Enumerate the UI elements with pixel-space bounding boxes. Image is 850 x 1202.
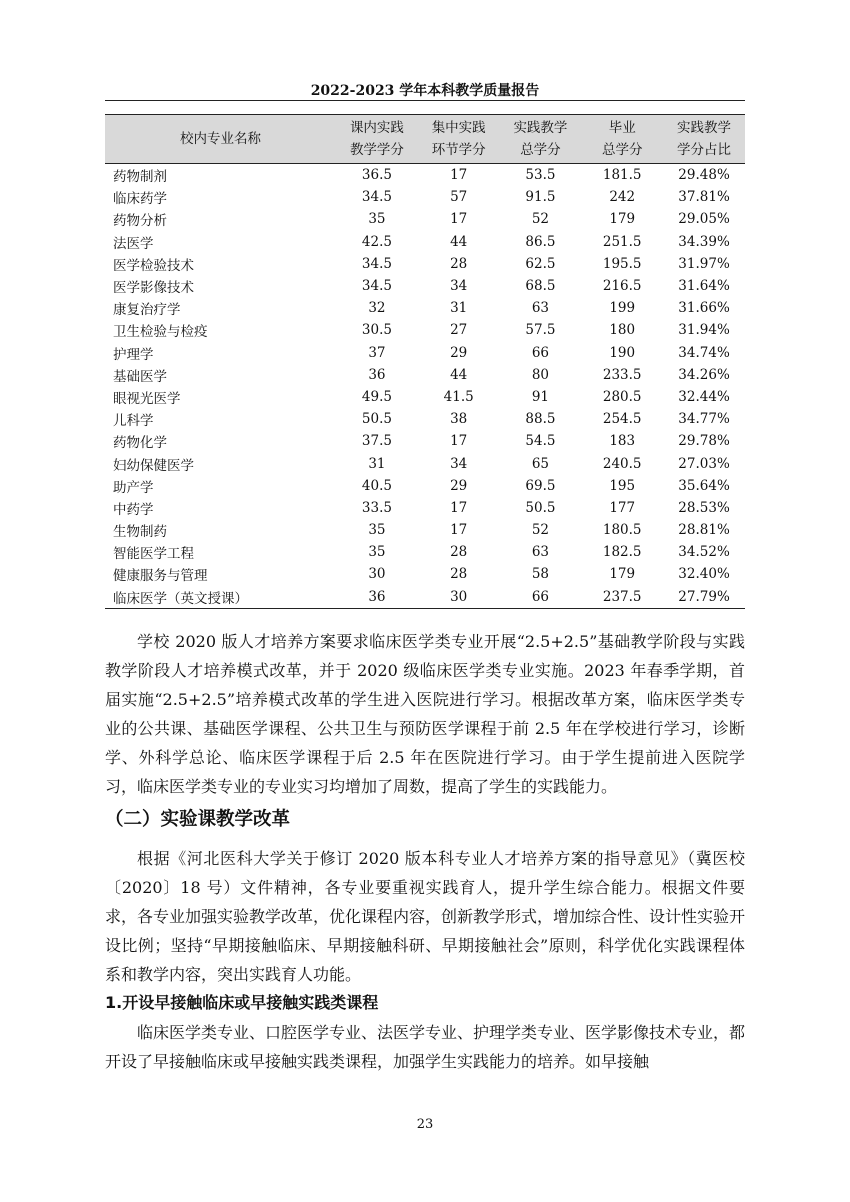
value-cell: 44 bbox=[450, 366, 468, 383]
value-cell: 180.5 bbox=[602, 522, 642, 539]
paragraph-early-contact: 临床医学类专业、口腔医学专业、法医学专业、护理学类专业、医学影像技术专业，都开设了早接触临床或早接触实践类课程，加强学生实践能力的培养。如早接触 bbox=[105, 1023, 746, 1071]
value-cell: 199 bbox=[609, 300, 636, 317]
major-name-cell: 眼视光医学 bbox=[113, 390, 181, 407]
value-cell: 31.94% bbox=[678, 322, 730, 339]
table-row bbox=[105, 430, 745, 452]
value-cell: 17 bbox=[450, 499, 468, 516]
column-header-line: 实践教学 bbox=[677, 120, 732, 136]
value-cell: 86.5 bbox=[525, 233, 556, 250]
value-cell: 34 bbox=[450, 455, 468, 472]
value-cell: 58 bbox=[531, 566, 550, 583]
value-cell: 35.64% bbox=[678, 477, 730, 494]
value-cell: 91.5 bbox=[525, 189, 556, 206]
table-row bbox=[105, 208, 745, 230]
column-header bbox=[663, 115, 745, 164]
column-header-line: 教学学分 bbox=[349, 142, 404, 158]
value-cell: 180 bbox=[609, 322, 636, 339]
major-name-cell: 中药学 bbox=[113, 501, 154, 518]
table-row bbox=[105, 475, 745, 497]
table-row bbox=[105, 319, 745, 341]
table-row bbox=[105, 342, 745, 364]
table-row bbox=[105, 253, 745, 275]
paragraph-lab-reform: 根据《河北医科大学关于修订 2020 版本科专业人才培养方案的指导意见》（冀医校〔2020〕18 号）文件精神，各专业要重视实践育人，提升学生综合能力。根据文件要求，各专业加强实验教学改革，优化课程内容，创新教学形式，增加综合性、设计性实验开设比例；坚持“早期接触临床、早期接触科研、早期接触社会”原则，科学优化实践课程体系和教学内容，突出实践育人功能。 bbox=[105, 849, 746, 984]
report-header-title: 2022-2023 学年本科教学质量报告 bbox=[310, 83, 540, 99]
value-cell: 32.40% bbox=[678, 566, 730, 583]
value-cell: 34.74% bbox=[678, 344, 730, 361]
value-cell: 254.5 bbox=[602, 411, 642, 428]
value-cell: 30.5 bbox=[361, 322, 392, 339]
value-cell: 68.5 bbox=[525, 278, 556, 295]
column-header-line: 毕业 bbox=[608, 120, 636, 136]
value-cell: 31 bbox=[450, 300, 468, 317]
major-name-cell: 临床药学 bbox=[113, 191, 167, 208]
value-cell: 37.5 bbox=[361, 433, 392, 450]
value-cell: 27.03% bbox=[678, 455, 730, 472]
table-row bbox=[105, 541, 745, 563]
value-cell: 80 bbox=[531, 366, 550, 383]
table-row bbox=[105, 231, 745, 253]
value-cell: 66 bbox=[531, 588, 550, 605]
major-name-cell: 药物制剂 bbox=[113, 169, 167, 186]
value-cell: 30 bbox=[450, 588, 468, 605]
value-cell: 34.5 bbox=[361, 278, 392, 295]
value-cell: 240.5 bbox=[602, 455, 642, 472]
table-row bbox=[105, 452, 745, 474]
value-cell: 35 bbox=[368, 522, 386, 539]
value-cell: 181.5 bbox=[602, 167, 642, 184]
value-cell: 216.5 bbox=[602, 278, 642, 295]
value-cell: 17 bbox=[450, 211, 468, 228]
value-cell: 88.5 bbox=[525, 411, 556, 428]
table-row bbox=[105, 586, 745, 609]
value-cell: 42.5 bbox=[361, 233, 392, 250]
header-divider bbox=[105, 100, 745, 101]
value-cell: 27.79% bbox=[678, 588, 730, 605]
column-header-major bbox=[105, 115, 336, 164]
column-header-line: 总学分 bbox=[601, 142, 643, 158]
value-cell: 28 bbox=[450, 544, 468, 561]
value-cell: 52 bbox=[531, 522, 550, 539]
value-cell: 28 bbox=[450, 566, 468, 583]
value-cell: 62.5 bbox=[525, 255, 556, 272]
value-cell: 54.5 bbox=[525, 433, 556, 450]
value-cell: 37 bbox=[368, 344, 386, 361]
column-header-line: 环节学分 bbox=[431, 142, 486, 158]
column-header-line: 实践教学 bbox=[513, 120, 568, 136]
value-cell: 57 bbox=[450, 189, 468, 206]
table-row bbox=[105, 563, 745, 585]
practice-credits-table bbox=[105, 114, 745, 609]
value-cell: 69.5 bbox=[525, 477, 556, 494]
value-cell: 30 bbox=[368, 566, 386, 583]
value-cell: 35 bbox=[368, 211, 386, 228]
table-row bbox=[105, 164, 745, 187]
value-cell: 36 bbox=[368, 366, 386, 383]
value-cell: 33.5 bbox=[361, 499, 392, 516]
column-header-line: 校内专业名称 bbox=[180, 131, 262, 147]
value-cell: 29 bbox=[450, 477, 468, 494]
column-header-line: 学分占比 bbox=[677, 142, 732, 158]
value-cell: 32.44% bbox=[678, 388, 730, 405]
major-name-cell: 助产学 bbox=[113, 479, 154, 496]
value-cell: 32 bbox=[368, 300, 386, 317]
value-cell: 179 bbox=[609, 566, 636, 583]
value-cell: 34 bbox=[450, 278, 468, 295]
value-cell: 53.5 bbox=[525, 167, 556, 184]
value-cell: 31.97% bbox=[678, 255, 730, 272]
value-cell: 31.64% bbox=[678, 278, 730, 295]
value-cell: 29.05% bbox=[678, 211, 730, 228]
value-cell: 38 bbox=[450, 411, 468, 428]
major-name-cell: 康复治疗学 bbox=[113, 302, 181, 319]
value-cell: 34.52% bbox=[678, 544, 730, 561]
value-cell: 91 bbox=[531, 388, 550, 405]
table-row bbox=[105, 386, 745, 408]
major-name-cell: 护理学 bbox=[113, 346, 154, 363]
major-name-cell: 儿科学 bbox=[113, 413, 154, 430]
value-cell: 34.77% bbox=[678, 411, 730, 428]
column-header-line: 总学分 bbox=[520, 142, 561, 158]
value-cell: 190 bbox=[609, 344, 636, 361]
value-cell: 34.5 bbox=[361, 255, 392, 272]
value-cell: 183 bbox=[609, 433, 636, 450]
value-cell: 17 bbox=[450, 522, 468, 539]
value-cell: 182.5 bbox=[602, 544, 642, 561]
major-name-cell: 健康服务与管理 bbox=[113, 568, 208, 585]
value-cell: 50.5 bbox=[361, 411, 392, 428]
table-row bbox=[105, 408, 745, 430]
table-header bbox=[105, 115, 745, 164]
column-header bbox=[581, 115, 663, 164]
major-name-cell: 医学影像技术 bbox=[113, 280, 194, 297]
value-cell: 27 bbox=[450, 322, 468, 339]
paragraph-reform-model: 学校 2020 版人才培养方案要求临床医学类专业开展“2.5+2.5”基础教学阶段与实践教学阶段人才培养模式改革，并于 2020 级临床医学类专业实施。2023 年春季学期，首届实施“2.5+2.5”培养模式改革的学生进入医院进行学习。根据改革方案，临床医学类专业的公共课、基础医学课程、公共卫生与预防医学课程于前 2.5 年在学校进行学习，诊断学、外科学总论、临床医学课程于后 2.5 年在医院进行学习。由于学生提前进入医院学习，临床医学类专业的专业实习均增加了周数，提高了学生的实践能力。 bbox=[105, 632, 745, 796]
column-header-line: 课内实践 bbox=[349, 120, 404, 136]
table-row bbox=[105, 519, 745, 541]
table-row bbox=[105, 186, 745, 208]
value-cell: 28 bbox=[450, 255, 468, 272]
value-cell: 251.5 bbox=[602, 233, 642, 250]
value-cell: 37.81% bbox=[678, 189, 730, 206]
table-row bbox=[105, 364, 745, 386]
value-cell: 57.5 bbox=[525, 322, 556, 339]
value-cell: 29.48% bbox=[678, 167, 730, 184]
column-header-line: 集中实践 bbox=[431, 120, 486, 136]
major-name-cell: 卫生检验与检疫 bbox=[113, 324, 208, 341]
table-row bbox=[105, 497, 745, 519]
value-cell: 52 bbox=[531, 211, 550, 228]
value-cell: 29.78% bbox=[678, 433, 730, 450]
column-header bbox=[418, 115, 500, 164]
page-number: 23 bbox=[416, 1117, 434, 1132]
column-header bbox=[500, 115, 582, 164]
table-row bbox=[105, 297, 745, 319]
value-cell: 35 bbox=[368, 544, 386, 561]
value-cell: 36.5 bbox=[361, 167, 392, 184]
subsection-heading: 1.开设早接触临床或早接触实践类课程 bbox=[105, 993, 379, 1012]
major-name-cell: 生物制药 bbox=[113, 524, 167, 541]
value-cell: 50.5 bbox=[525, 499, 556, 516]
value-cell: 233.5 bbox=[602, 366, 642, 383]
value-cell: 237.5 bbox=[602, 588, 642, 605]
major-name-cell: 智能医学工程 bbox=[113, 546, 194, 563]
table-row bbox=[105, 275, 745, 297]
value-cell: 280.5 bbox=[602, 388, 642, 405]
value-cell: 66 bbox=[531, 344, 550, 361]
value-cell: 17 bbox=[450, 433, 468, 450]
value-cell: 17 bbox=[450, 167, 468, 184]
value-cell: 179 bbox=[609, 211, 636, 228]
major-name-cell: 医学检验技术 bbox=[113, 257, 194, 274]
value-cell: 195.5 bbox=[602, 255, 642, 272]
value-cell: 31.66% bbox=[678, 300, 730, 317]
column-header bbox=[336, 115, 418, 164]
major-name-cell: 临床医学（英文授课） bbox=[113, 590, 248, 607]
major-name-cell: 药物分析 bbox=[113, 213, 167, 230]
value-cell: 65 bbox=[531, 455, 550, 472]
value-cell: 44 bbox=[450, 233, 468, 250]
value-cell: 34.5 bbox=[361, 189, 392, 206]
value-cell: 49.5 bbox=[361, 388, 392, 405]
value-cell: 40.5 bbox=[361, 477, 392, 494]
value-cell: 29 bbox=[450, 344, 468, 361]
value-cell: 34.39% bbox=[678, 233, 730, 250]
major-name-cell: 法医学 bbox=[113, 235, 154, 252]
value-cell: 242 bbox=[609, 189, 636, 206]
value-cell: 34.26% bbox=[678, 366, 730, 383]
section-heading: （二）实验课教学改革 bbox=[105, 809, 291, 830]
value-cell: 28.81% bbox=[678, 522, 730, 539]
value-cell: 177 bbox=[609, 499, 636, 516]
value-cell: 41.5 bbox=[443, 388, 474, 405]
major-name-cell: 药物化学 bbox=[113, 435, 167, 452]
value-cell: 36 bbox=[368, 588, 386, 605]
value-cell: 63 bbox=[531, 544, 550, 561]
major-name-cell: 基础医学 bbox=[113, 368, 167, 385]
value-cell: 31 bbox=[368, 455, 386, 472]
value-cell: 28.53% bbox=[678, 499, 730, 516]
major-name-cell: 妇幼保健医学 bbox=[113, 457, 194, 474]
table-body bbox=[105, 164, 745, 609]
value-cell: 195 bbox=[609, 477, 636, 494]
value-cell: 63 bbox=[531, 300, 550, 317]
